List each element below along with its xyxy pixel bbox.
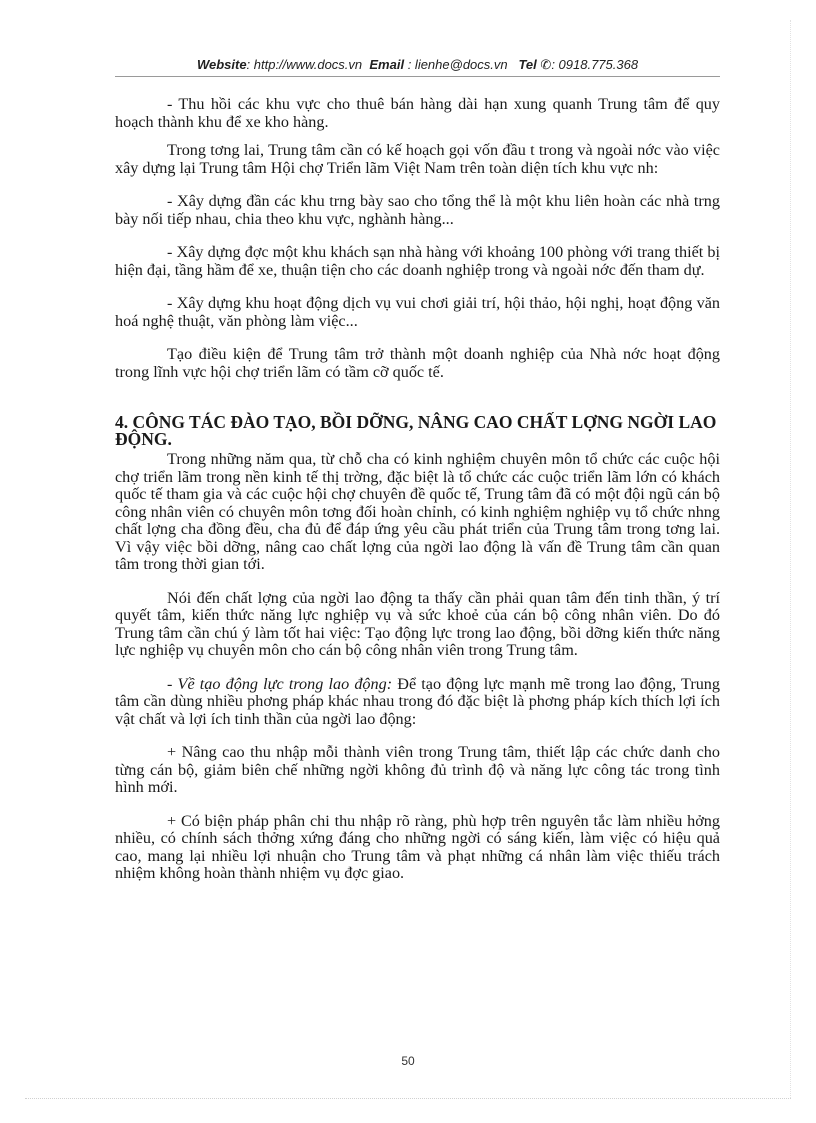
paragraph-9-text: Để tạo động lực mạnh mẽ trong lao động, Trung tâm cần dùng nhiều phơng pháp khác nhau trong đó đặc biệt là phơng pháp kích thích lợi ích vật chất và lợi ích tinh thần của ngời lao động:	[115, 674, 720, 728]
email-label: Email	[369, 57, 405, 72]
tel-label: Tel	[518, 57, 537, 72]
document-body	[115, 96, 720, 899]
email-value: : lienhe@docs.vn	[407, 57, 508, 72]
page-header	[115, 57, 720, 73]
paragraph-2: Trong tơng lai, Trung tâm cần có kế hoạch gọi vốn đầu t trong và ngoài nớc vào việc xây dựng lại Trung tâm Hội chợ Triển lãm Việt Nam trên toàn diện tích khu vực nh:	[115, 141, 720, 177]
paragraph-3: - Xây dựng đần các khu trng bày sao cho tổng thể là một khu liên hoàn các nhà trng bày nối tiếp nhau, chia theo khu vực, nghành hàng...	[115, 192, 720, 228]
paragraph-11: + Có biện pháp phân chi thu nhập rõ ràng, phù hợp trên nguyên tắc làm nhiều hởng nhiều, có chính sách thởng xứng đáng cho những ngời có sáng kiến, làm việc có hiệu quả cao, mang lại nhiều lợi nhuận cho Trung tâm và phạt những cá nhân làm việc thiếu trách nhiệm không hoàn thành nhiệm vụ đợc giao.	[115, 811, 720, 882]
phone-icon: ✆	[540, 57, 552, 72]
section-heading: 4. CÔNG TÁC ĐÀO TẠO, BỒI DỠNG, NÂNG CAO CHẤT LỢNG NGỜI LAO ĐỘNG.	[115, 412, 717, 449]
website-value: : http://www.docs.vn	[246, 57, 363, 72]
bottom-border	[25, 1098, 791, 1099]
paragraph-9	[115, 676, 720, 729]
right-border	[790, 20, 791, 1098]
website-label: Website	[196, 57, 247, 72]
paragraph-8: Nói đến chất lợng của ngời lao động ta thấy cần phải quan tâm đến tinh thần, ý trí quyết tâm, kiến thức năng lực nghiệp vụ và sức khoẻ của cán bộ công nhân viên. Do đó Trung tâm cần chú ý làm tốt hai việc: Tạo động lực trong lao động, bồi dỡng kiến thức năng lực nghiệp vụ chuyên môn cho cán bộ công nhân viên trong Trung tâm.	[115, 588, 720, 659]
paragraph-5: - Xây dựng khu hoạt động dịch vụ vui chơi giải trí, hội thảo, hội nghị, hoạt động văn hoá nghệ thuật, văn phòng làm việc...	[115, 294, 720, 330]
header-divider	[115, 76, 720, 77]
paragraph-10: + Nâng cao thu nhập mỗi thành viên trong Trung tâm, thiết lập các chức danh cho từng cán bộ, giảm biên chế những ngời không đủ trình độ và năng lực công tác trong tình hình mới.	[115, 743, 720, 796]
paragraph-9-lead: - Về tạo động lực trong lao động:	[167, 674, 393, 693]
page-number: 50	[401, 1054, 415, 1068]
paragraph-6: Tạo điều kiện để Trung tâm trở thành một doanh nghiệp của Nhà nớc hoạt động trong lĩnh vực hội chợ triển lãm có tầm cỡ quốc tế.	[115, 345, 720, 381]
tel-value: : 0918.775.368	[551, 57, 639, 72]
paragraph-7: Trong những năm qua, từ chỗ cha có kinh nghiệm chuyên môn tổ chức các cuộc hội chợ triển lãm trong nền kinh tế thị trờng, đặc biệt là tổ chức các cuộc triển lãm lớn có khách quốc tế tham gia và các cuộc hội chợ chuyên đề quốc tế, Trung tâm đã có một đội ngũ cán bộ công nhân viên có chuyên môn tơng đối hoàn chỉnh, có kinh nghiệm nghiệp vụ tổ chức nhng chất lợng cha đồng đều, cha đủ để đáp ứng yêu cầu phát triển của Trung tâm trong tơng lai. Vì vậy việc bồi dỡng, nâng cao chất lợng của ngời lao động là vấn đề Trung tâm cần quan tâm trong thời gian tới.	[115, 450, 720, 573]
paragraph-4: - Xây dựng đợc một khu khách sạn nhà hàng với khoảng 100 phòng với trang thiết bị hiện đại, tầng hầm để xe, thuận tiện cho các doanh nghiệp trong và ngoài nớc đến tham dự.	[115, 243, 720, 279]
paragraph-1: - Thu hồi các khu vực cho thuê bán hàng dài hạn xung quanh Trung tâm để quy hoạch thành khu để xe kho hàng.	[115, 95, 720, 131]
